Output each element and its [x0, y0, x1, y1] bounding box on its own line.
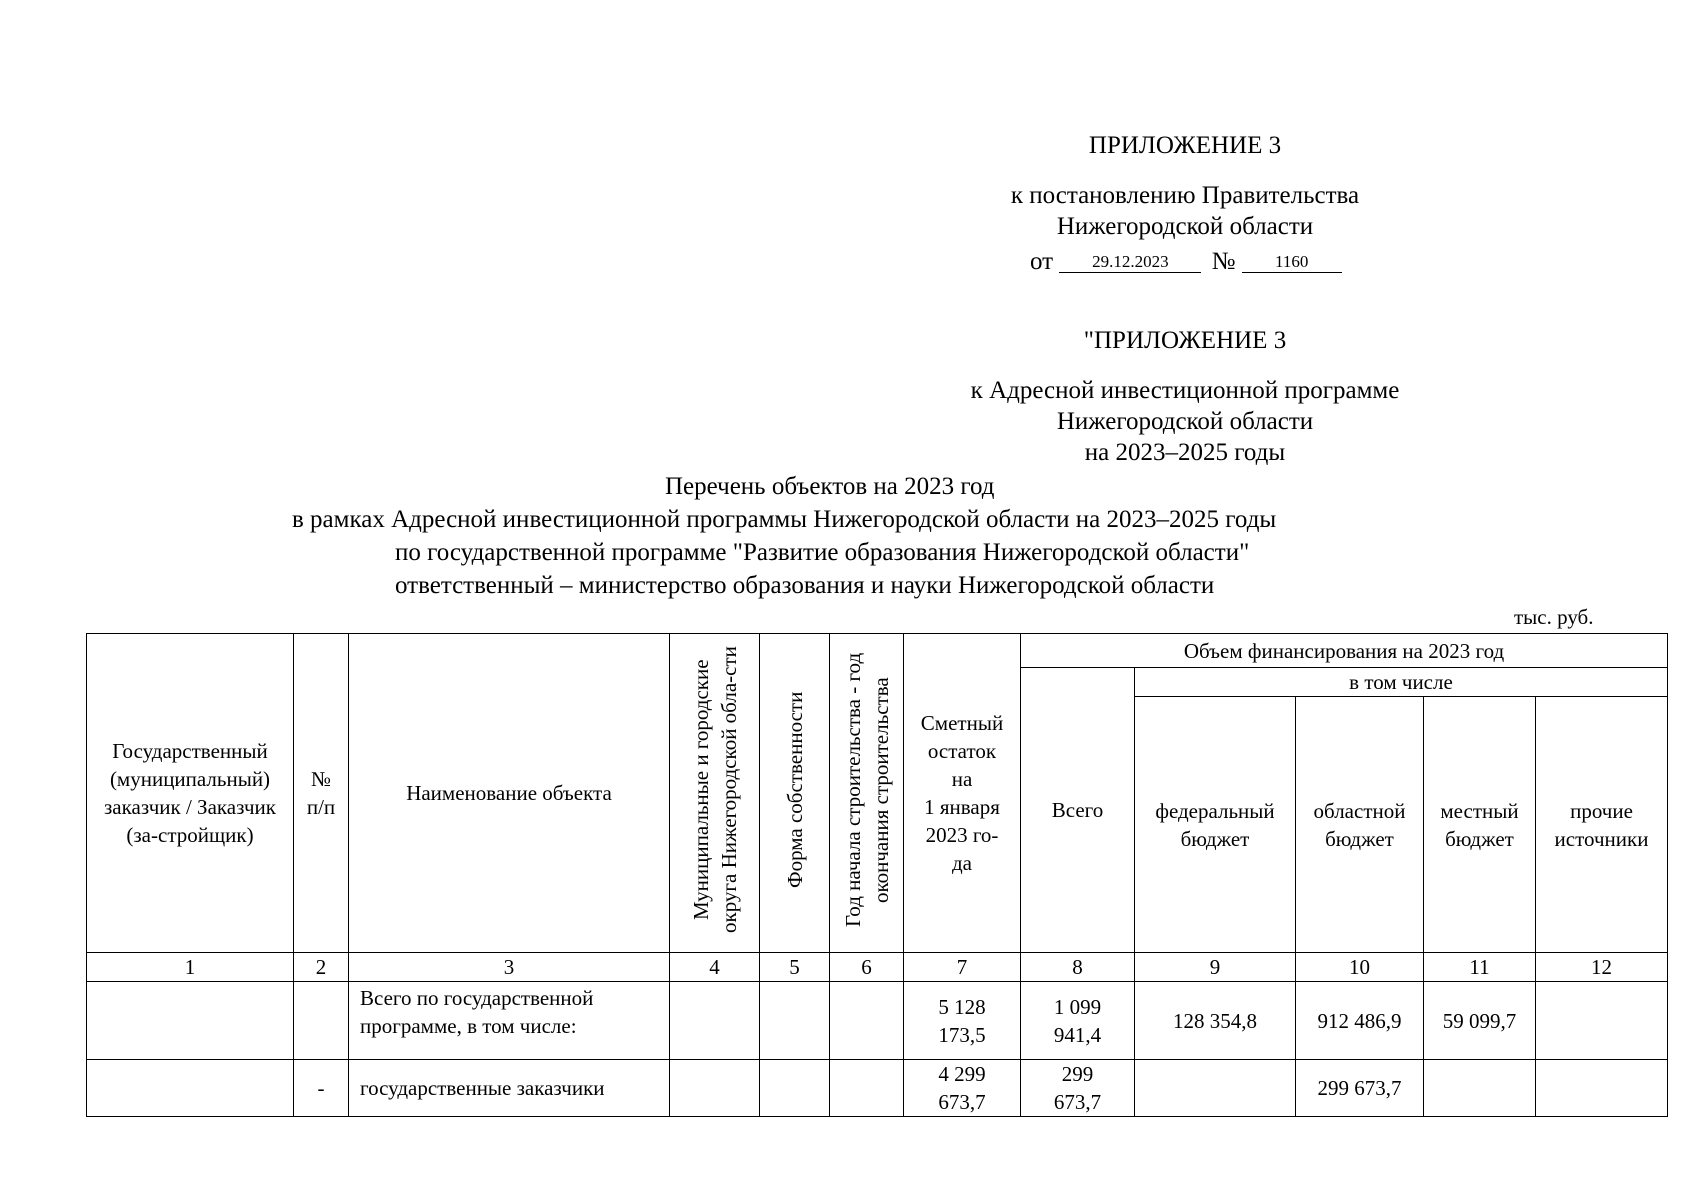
- header-ownership: Форма собственности: [760, 634, 830, 953]
- cell-municipal: [670, 1060, 760, 1117]
- cell-estimate: 5 128 173,5: [904, 982, 1021, 1060]
- quoted-appendix-title: "ПРИЛОЖЕНИЕ 3: [1083, 327, 1287, 354]
- resolution-date: 29.12.2023: [1059, 252, 1201, 273]
- program-line-1: к Адресной инвестиционной программе: [970, 377, 1400, 404]
- number-label: №: [1211, 248, 1236, 275]
- units-label: тыс. руб.: [1514, 605, 1594, 629]
- col-number: 12: [1536, 953, 1668, 982]
- header-total: Всего: [1021, 668, 1135, 953]
- cell-municipal: [670, 982, 760, 1060]
- cell-other: [1536, 1060, 1668, 1117]
- table-row: [87, 982, 1668, 1060]
- header-other: прочие источники: [1536, 697, 1668, 953]
- header-row-1: [87, 634, 1668, 668]
- cell-customer: [87, 982, 294, 1060]
- cell-years: [830, 982, 904, 1060]
- date-number-line: [1030, 248, 1342, 276]
- cell-years: [830, 1060, 904, 1117]
- cell-customer: [87, 1060, 294, 1117]
- cell-estimate: 4 299 673,7: [904, 1060, 1021, 1117]
- header-including: в том числе: [1135, 668, 1668, 697]
- from-label: от: [1030, 248, 1054, 275]
- doc-title-line-1: Перечень объектов на 2023 год: [665, 473, 995, 500]
- doc-title-line-4: ответственный – министерство образования и науки Нижегородской области: [395, 572, 1215, 599]
- resolution-line-1: к постановлению Правительства: [1010, 182, 1360, 209]
- objects-table: [86, 633, 1668, 1117]
- cell-federal: 128 354,8: [1135, 982, 1296, 1060]
- col-number: 4: [670, 953, 760, 982]
- appendix-title: ПРИЛОЖЕНИЕ 3: [1088, 132, 1282, 159]
- cell-local: [1424, 1060, 1536, 1117]
- cell-other: [1536, 982, 1668, 1060]
- cell-total: 299 673,7: [1021, 1060, 1135, 1117]
- program-reference: [900, 375, 1470, 468]
- header-federal: федеральный бюджет: [1135, 697, 1296, 953]
- header-financing: Объем финансирования на 2023 год: [1021, 634, 1668, 668]
- header-object-name: Наименование объекта: [349, 634, 670, 953]
- cell-num: [294, 982, 349, 1060]
- col-number: 8: [1021, 953, 1135, 982]
- cell-regional: 299 673,7: [1296, 1060, 1424, 1117]
- program-line-2: Нижегородской области: [1056, 408, 1314, 435]
- header-municipal: Муниципальные и городские округа Нижегородской обла-сти: [670, 634, 760, 953]
- cell-num: -: [294, 1060, 349, 1117]
- col-number: 5: [760, 953, 830, 982]
- header-estimate: Сметный остаток на 1 января 2023 го- да: [904, 634, 1021, 953]
- header-customer: Государственный (муниципальный) заказчик / Заказчик (за-стройщик): [87, 634, 294, 953]
- col-number: 9: [1135, 953, 1296, 982]
- col-number: 1: [87, 953, 294, 982]
- header-years: Год начала строительства - год окончания строительства: [830, 634, 904, 953]
- header-local: местный бюджет: [1424, 697, 1536, 953]
- table-row: [87, 1060, 1668, 1117]
- doc-title-line-3: по государственной программе "Развитие образования Нижегородской области": [395, 539, 1250, 566]
- column-numbers-row: [87, 953, 1668, 982]
- col-number: 10: [1296, 953, 1424, 982]
- col-number: 2: [294, 953, 349, 982]
- col-number: 11: [1424, 953, 1536, 982]
- cell-total: 1 099 941,4: [1021, 982, 1135, 1060]
- cell-ownership: [760, 1060, 830, 1117]
- col-number: 7: [904, 953, 1021, 982]
- resolution-reference: [900, 180, 1470, 242]
- resolution-line-2: Нижегородской области: [1056, 213, 1314, 240]
- cell-federal: [1135, 1060, 1296, 1117]
- cell-object-name: Всего по государственной программе, в том числе:: [349, 982, 670, 1060]
- program-line-3: на 2023–2025 годы: [1084, 439, 1286, 466]
- cell-ownership: [760, 982, 830, 1060]
- col-number: 6: [830, 953, 904, 982]
- cell-local: 59 099,7: [1424, 982, 1536, 1060]
- cell-object-name: государственные заказчики: [349, 1060, 670, 1117]
- doc-title-line-2: в рамках Адресной инвестиционной программы Нижегородской области на 2023–2025 годы: [292, 506, 1277, 533]
- header-num: № п/п: [294, 634, 349, 953]
- col-number: 3: [349, 953, 670, 982]
- resolution-number: 1160: [1242, 252, 1342, 273]
- header-regional: областной бюджет: [1296, 697, 1424, 953]
- cell-regional: 912 486,9: [1296, 982, 1424, 1060]
